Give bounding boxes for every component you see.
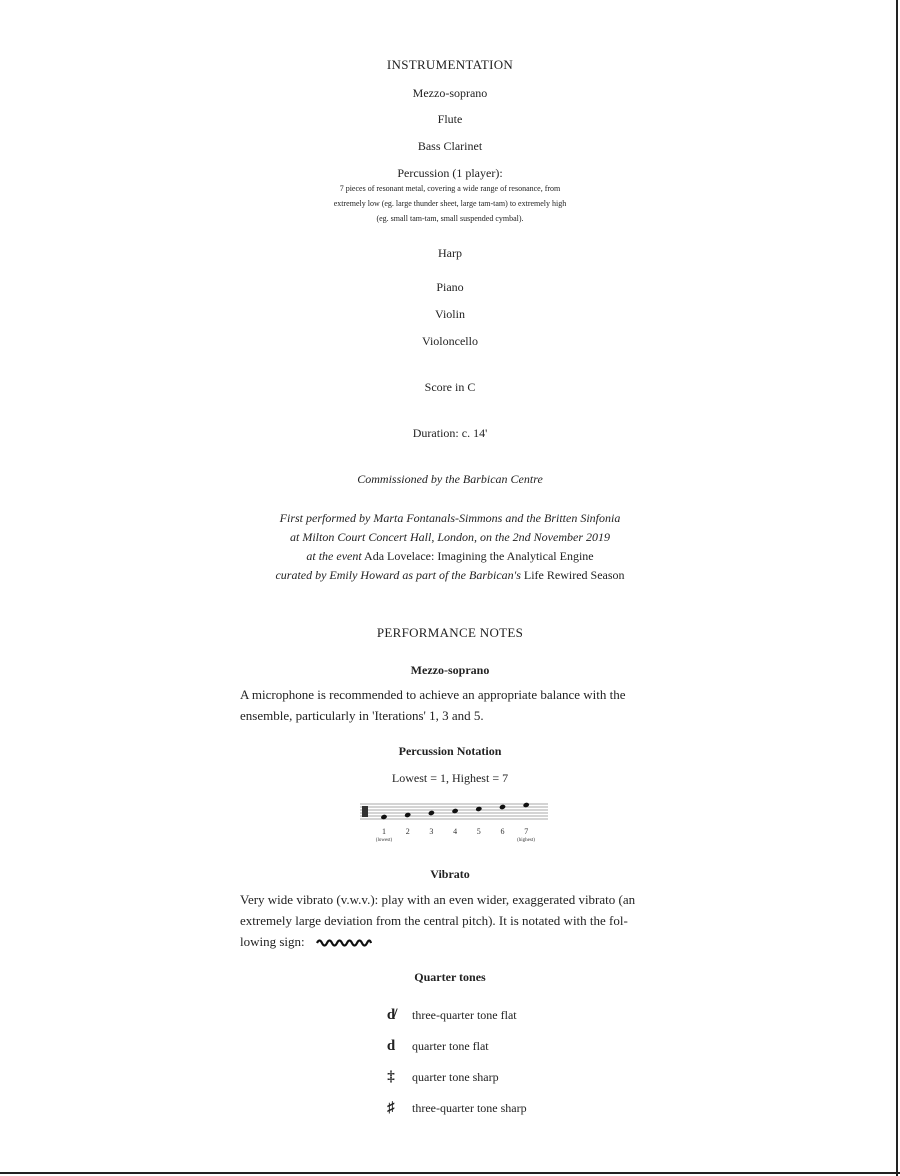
- percussion-number: 7: [524, 827, 529, 836]
- percussion-number: 5: [476, 827, 481, 836]
- mezzo-heading: Mezzo-soprano: [410, 663, 490, 677]
- quarter-tone-label: quarter tone flat: [412, 1039, 489, 1053]
- three-quarter-sharp-icon: ♯: [387, 1100, 395, 1116]
- percussion-range: Lowest = 1, Highest = 7: [391, 771, 509, 785]
- percussion-number: 1: [382, 827, 386, 836]
- percussion-note: [499, 804, 506, 810]
- percussion-desc-2: extremely low (eg. large thunder sheet, large tam-tam) to extremely high: [333, 199, 567, 208]
- vibrato-text-line-1: Very wide vibrato (v.w.v.): play with an even wider, exaggerated vibrato (an: [240, 892, 636, 907]
- instrument-voice: Mezzo-soprano: [412, 86, 488, 100]
- percussion-staff: [358, 798, 550, 850]
- percussion-note: [428, 810, 435, 816]
- premiere-event-name: Ada Lovelace: Imagining the Analytical Engine: [364, 549, 594, 563]
- quarter-sharp-icon: ‡: [387, 1069, 395, 1085]
- quarter-tone-item: [380, 1069, 499, 1086]
- quarter-flat-icon: d: [386, 1038, 396, 1054]
- mezzo-text-line-1: A microphone is recommended to achieve an appropriate balance with the: [240, 687, 626, 702]
- premiere-curator: curated by Emily Howard as part of the Barbican's: [275, 568, 521, 582]
- instrument-clarinet: Bass Clarinet: [417, 139, 483, 153]
- premiere-line-2: at Milton Court Concert Hall, London, on the 2nd November 2019: [290, 530, 610, 544]
- instrument-percussion: Percussion (1 player):: [397, 166, 503, 180]
- instrument-cello: Violoncello: [422, 334, 478, 348]
- quarter-tone-label: three-quarter tone flat: [412, 1008, 517, 1022]
- vibrato-text-line-3: [240, 931, 655, 952]
- instrumentation-heading: INSTRUMENTATION: [386, 57, 514, 72]
- duration: Duration: c. 14': [412, 426, 488, 440]
- premiere-season: Life Rewired Season: [523, 568, 625, 582]
- percussion-clef: [362, 806, 368, 817]
- instrument-piano: Piano: [436, 280, 464, 294]
- percussion-number: 4: [453, 827, 458, 836]
- percussion-lowest-label: (lowest): [375, 838, 393, 843]
- percussion-number: 3: [429, 827, 434, 836]
- commission-credit: Commissioned by the Barbican Centre: [357, 472, 543, 486]
- vibrato-wavy-sign-icon: [316, 938, 372, 948]
- page-border-bottom: [0, 1172, 900, 1174]
- percussion-highest-label: (highest): [517, 838, 535, 843]
- premiere-line-1: First performed by Marta Fontanals-Simmons and the Britten Sinfonia: [279, 511, 621, 525]
- quarter-tone-item: [380, 1038, 489, 1055]
- mezzo-paragraph: [240, 684, 655, 726]
- premiere-line-3: [0, 549, 900, 564]
- percussion-number: 2: [405, 827, 410, 836]
- vibrato-heading: Vibrato: [430, 867, 470, 881]
- mezzo-text-line-2: ensemble, particularly in 'Iterations' 1, 3 and 5.: [240, 708, 484, 723]
- quarter-tone-item: [380, 1100, 527, 1117]
- premiere-event-prefix: at the event: [306, 549, 362, 563]
- performance-notes-heading: PERFORMANCE NOTES: [376, 625, 524, 640]
- instrument-violin: Violin: [435, 307, 465, 321]
- percussion-number: 6: [500, 827, 505, 836]
- percussion-desc-3: (eg. small tam-tam, small suspended cymbal).: [376, 214, 524, 223]
- score-key: Score in C: [424, 380, 476, 394]
- quarter-tone-label: quarter tone sharp: [412, 1070, 499, 1084]
- percussion-notation-heading: Percussion Notation: [398, 744, 502, 758]
- vibrato-paragraph: [240, 889, 655, 952]
- percussion-desc-1: 7 pieces of resonant metal, covering a wide range of resonance, from: [339, 184, 561, 193]
- instrument-harp: Harp: [438, 246, 462, 260]
- vibrato-text-line-3-text: lowing sign:: [240, 934, 305, 949]
- quarter-tone-label: three-quarter tone sharp: [412, 1101, 527, 1115]
- quarter-tones-heading: Quarter tones: [414, 970, 486, 984]
- premiere-line-4: [0, 568, 900, 583]
- vibrato-text-line-2: extremely large deviation from the central pitch). It is notated with the fol-: [240, 913, 628, 928]
- quarter-tone-item: [380, 1007, 517, 1024]
- instrument-flute: Flute: [437, 112, 463, 126]
- three-quarter-flat-icon: d̸: [386, 1007, 396, 1023]
